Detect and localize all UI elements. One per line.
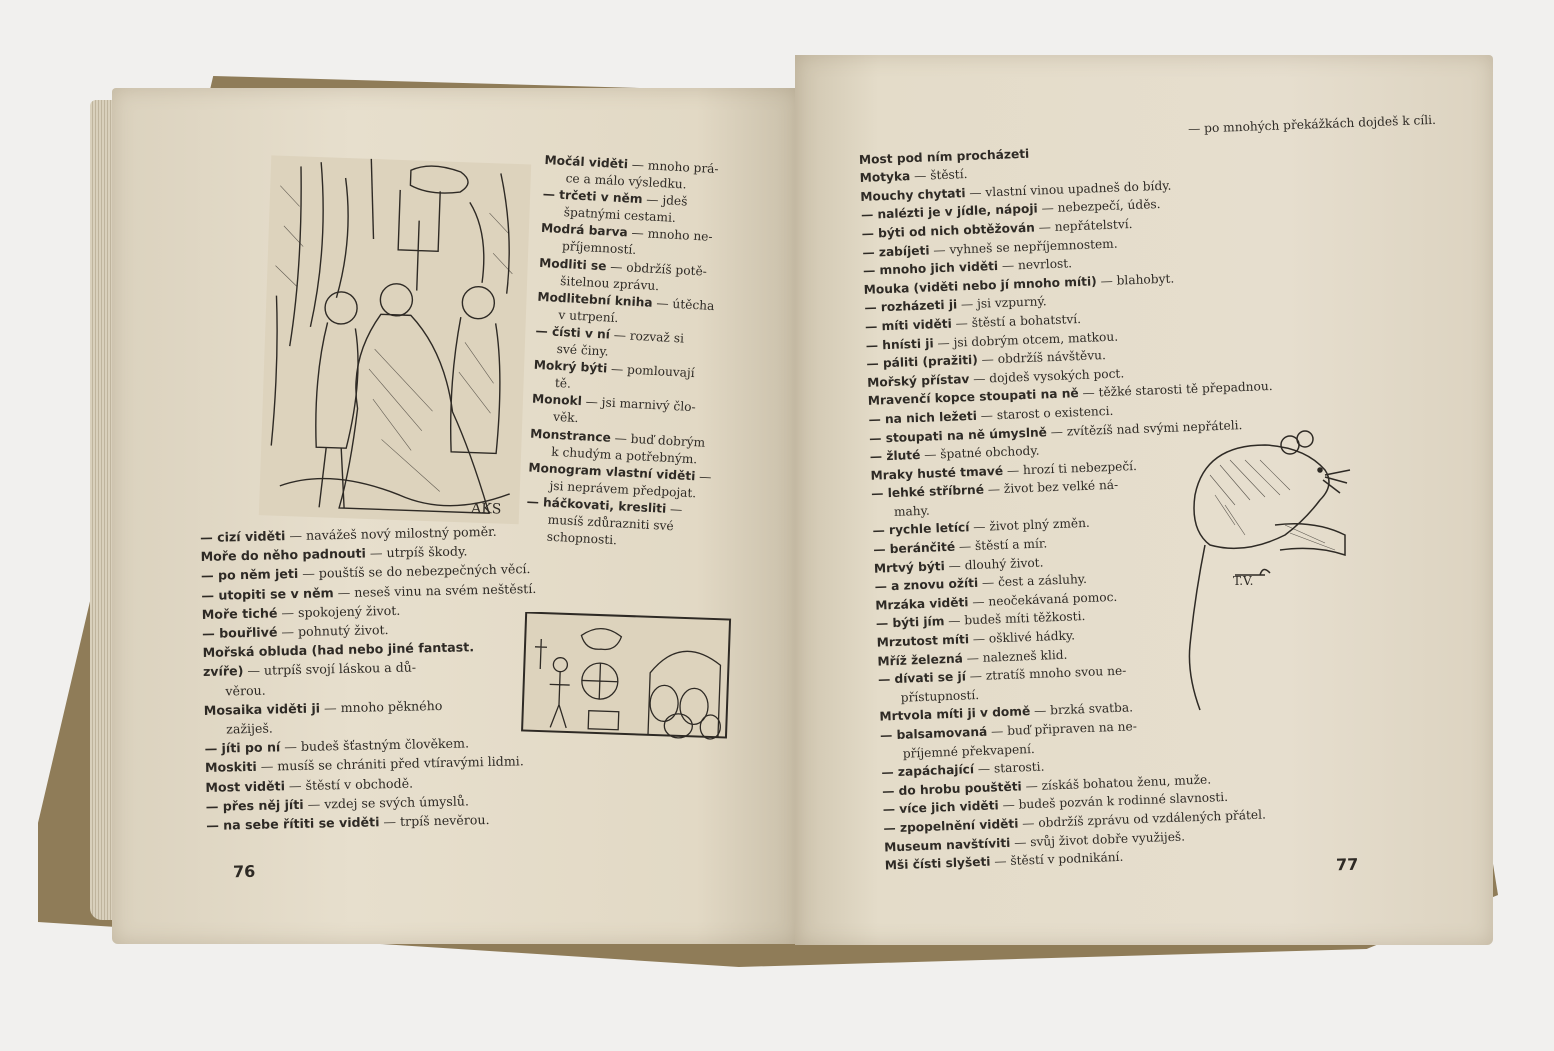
entry-meaning: — čest a zásluhy. [977, 572, 1088, 591]
entry-meaning: věrou. [225, 682, 266, 699]
entry-headword: Mravenčí kopce stoupati na ně [867, 386, 1079, 409]
entry-meaning: jsi neprávem předpojat. [549, 478, 697, 501]
left-top-column [524, 152, 739, 555]
right-illustration-signature: T.V. [1233, 574, 1254, 588]
entry-meaning: mahy. [893, 503, 930, 519]
entry-headword: Mši čísti slyšeti [884, 854, 991, 873]
entry-headword: — přes něj jíti [205, 796, 304, 814]
right-page-entries [858, 112, 1437, 876]
entry-headword: Most viděti [205, 777, 286, 795]
entry-headword: Modlitební kniha [537, 289, 653, 310]
entry-headword: — trčeti v něm [542, 187, 643, 207]
entry-headword: Mrtvola míti ji v domě [879, 704, 1031, 725]
entry-headword: — rychle letící [872, 520, 970, 539]
entry-headword: — lehké stříbrné [871, 482, 985, 502]
entry-headword: — zpopelnění viděti [883, 816, 1019, 836]
entry-meaning: — těžké starosti tě přepadnou. [1078, 379, 1273, 401]
entry-headword: — žluté [869, 448, 921, 464]
entry-meaning: — nepřátelství. [1034, 216, 1133, 235]
entry-meaning: — budeš šťastným člověkem. [280, 735, 470, 755]
entry-meaning: — hrozí ti nebezpečí. [1002, 458, 1138, 478]
entry-meaning: — [694, 469, 712, 484]
entry-headword: — bouřlivé [202, 624, 278, 641]
entry-meaning: špatnými cestami. [563, 205, 677, 226]
entry-meaning: — obdržíš potě- [606, 258, 708, 279]
entry-meaning: — jsi dobrým otcem, matkou. [933, 329, 1119, 350]
entry-meaning: — pomlouvají [606, 361, 696, 381]
entry-headword: Modliti se [538, 255, 607, 273]
entry-meaning: — musíš se chrániti před vtíravými lidmi. [256, 753, 524, 775]
entry-headword: Moře tiché [201, 605, 278, 622]
entry-meaning: — dojdeš vysokých poct. [969, 366, 1125, 386]
entry-headword: — býti jím [875, 614, 945, 632]
entry-meaning: schopnosti. [546, 529, 618, 548]
entry-headword: Mrzutost míti [876, 632, 970, 650]
entry-headword: — cizí viděti [200, 528, 286, 545]
entry-headword: — háčkovati, kresliti [526, 494, 667, 516]
entry-meaning: — obdržíš zprávu od vzdálených přátel. [1018, 807, 1267, 831]
entry-headword: Mokrý býti [533, 357, 608, 376]
entry-meaning: — získáš bohatou ženu, muže. [1021, 772, 1212, 794]
entry-headword: — dívati se jí [877, 669, 967, 687]
entry-headword: — stoupati na ně úmyslně [868, 424, 1048, 446]
entry-meaning: — život plný změn. [969, 516, 1091, 535]
entry-headword: Moskiti [204, 759, 257, 776]
entry-headword: Monstrance [529, 426, 612, 445]
entry-headword: — na nich ležeti [868, 408, 978, 427]
entry-meaning: — nevrlost. [997, 256, 1073, 274]
entry-meaning: — vzdej se svých úmyslů. [303, 793, 470, 812]
entry-headword: — rozházeti ji [864, 297, 958, 316]
entry-meaning: — brzká svatba. [1029, 700, 1134, 719]
entry-meaning: — obdržíš návštěvu. [977, 348, 1107, 367]
entry-meaning: — štěstí. [910, 167, 968, 184]
entry-meaning: — útěcha [652, 295, 715, 313]
entry-meaning: — starosti. [973, 759, 1045, 777]
entry-meaning: — svůj život dobře využiješ. [1010, 829, 1186, 850]
church-scene-illustration [255, 150, 545, 530]
entry-meaning: — vlastní vinou upadneš do bídy. [965, 178, 1172, 200]
entry-meaning: — jsi marnivý člo- [581, 394, 697, 415]
entry-headword: — míti viděti [864, 316, 953, 334]
entry-meaning: příjemností. [561, 239, 637, 258]
entry-headword: — více jich viděti [882, 798, 999, 817]
entry-headword: — balsamovaná [879, 724, 988, 743]
entry-meaning: — nalezneš klid. [962, 647, 1068, 666]
entry-meaning: — mnoho ne- [627, 225, 713, 245]
entry-meaning: — štěstí v podnikání. [990, 849, 1124, 869]
entry-meaning: — starost o existenci. [976, 403, 1114, 423]
entry-meaning: — po mnohých překážkách dojdeš k cíli. [1187, 112, 1437, 136]
entry-headword: Mořský přístav [866, 371, 970, 390]
entry-headword: Monokl [531, 391, 583, 409]
entry-meaning: — pohnutý život. [277, 622, 389, 640]
right-page-number: 77 [1335, 854, 1359, 875]
entry-meaning: — mnoho prá- [627, 157, 719, 177]
entry-headword: — páliti (pražiti) [866, 352, 979, 371]
entry-meaning: — neočekávaná pomoc. [968, 589, 1118, 610]
entry-headword: Mouchy chytati [860, 185, 966, 204]
entry-headword: — utopiti se v něm [201, 584, 334, 603]
entry-meaning: zažiješ. [226, 720, 274, 737]
entry-headword: Močál viděti [544, 152, 629, 172]
entry-headword: — mnoho jich viděti [862, 259, 999, 279]
entry-meaning: — ztratíš mnoho svou ne- [965, 663, 1127, 684]
entry-meaning: musíš zdůrazniti své [547, 512, 675, 534]
entry-meaning: — štěstí v obchodě. [284, 775, 414, 793]
entry-meaning: — život bez velké ná- [983, 477, 1119, 497]
entry-meaning: — jdeš [642, 192, 688, 209]
entry-meaning: — špatné obchody. [920, 443, 1040, 463]
entry-headword: Mrzáka viděti [875, 595, 969, 613]
entry-headword: — beránčité [873, 539, 956, 557]
entry-meaning: k chudým a potřebným. [550, 444, 698, 466]
entry-headword: zvíře) [202, 663, 244, 680]
entry-headword: Mříž železná [877, 651, 964, 669]
entry-meaning: — rozvaž si [609, 327, 685, 346]
entry-headword: — zapáchající [881, 762, 975, 780]
entry-headword: Mouka (viděti nebo jí mnoho míti) [863, 274, 1097, 297]
entry-meaning: — navážeš nový milostný poměr. [285, 523, 497, 544]
left-illustration-signature: AKS [470, 500, 502, 518]
entry-headword: Most pod ním procházeti [858, 146, 1030, 167]
entry-meaning: — budeš míti těžkosti. [944, 609, 1086, 629]
entry-meaning: šitelnou zprávu. [559, 273, 660, 293]
entry-meaning: — neseš vinu na svém neštěstí. [333, 580, 537, 600]
entry-headword: Motyka [859, 169, 911, 186]
entry-headword: — zabíjeti [862, 243, 930, 260]
entry-meaning: — pouštíš se do nebezpečných věcí. [298, 561, 531, 582]
entry-meaning: ce a málo výsledku. [565, 171, 687, 192]
entry-meaning: — buď připraven na ne- [986, 719, 1138, 739]
entry-headword: — jíti po ní [204, 739, 281, 757]
entry-headword: Monogram vlastní viděti [528, 460, 696, 483]
entry-headword: — býti od nich obtěžován [861, 220, 1036, 241]
entry-headword: Moře do něho padnouti [200, 545, 367, 565]
entry-headword: — do hrobu pouštěti [881, 779, 1022, 799]
entry-meaning: — štěstí a mír. [954, 536, 1048, 554]
entry-headword: — hnísti ji [865, 335, 934, 353]
entry-headword: — na sebe řítiti se viděti [206, 814, 380, 833]
entry-headword: — a znovu ožíti [874, 576, 979, 594]
entry-headword: Museum navštíviti [883, 835, 1011, 855]
entry-headword: Mořská obluda (had nebo jiné fantast. [202, 639, 475, 661]
entry-meaning: — blahobyt. [1096, 271, 1175, 289]
entry-meaning: tě. [554, 376, 572, 391]
entry-meaning: — zvítězíš nad svými nepřáteli. [1046, 417, 1243, 439]
entry-headword: Mraky husté tmavé [870, 463, 1004, 483]
entry-meaning: příjemné překvapení. [902, 741, 1035, 761]
entry-meaning: — ošklivé hádky. [968, 628, 1076, 647]
entry-meaning: přístupností. [900, 687, 980, 705]
entry-meaning: — utrpíš svojí láskou a dů- [243, 659, 417, 679]
entry-meaning: — buď dobrým [610, 430, 706, 450]
entry-headword: — čísti v ní [535, 323, 611, 342]
entry-meaning: — [665, 501, 683, 517]
entry-meaning: věk. [552, 410, 579, 426]
entry-meaning: — dlouhý život. [944, 555, 1044, 573]
entry-meaning: — nebezpečí, úděs. [1037, 197, 1161, 216]
entry-meaning: v utrpení. [558, 307, 619, 325]
entry-meaning: — budeš pozván k rodinné slavnosti. [998, 790, 1229, 813]
entry-meaning: — trpíš nevěrou. [379, 812, 490, 830]
entry-meaning: — vyhneš se nepříjemnostem. [929, 236, 1118, 258]
left-page-entries [200, 516, 766, 835]
entry-meaning: — utrpíš škody. [365, 543, 468, 561]
entry-meaning: — jsi vzpurný. [956, 294, 1047, 312]
entry-headword: Modrá barva [540, 221, 629, 240]
entry-meaning: — mnoho pěkného [319, 697, 443, 716]
entry-headword: Mosaika viděti ji [203, 700, 321, 718]
entry-headword: — nalézti je v jídle, nápoji [860, 201, 1038, 223]
entry-headword: Mrtvý býti [873, 558, 945, 576]
entry-meaning: své činy. [556, 341, 609, 359]
entry-meaning: — spokojený život. [277, 602, 401, 621]
entry-headword: — po něm jeti [200, 566, 299, 584]
entry-meaning: — štěstí a bohatství. [951, 311, 1082, 331]
left-page-number: 76 [232, 861, 256, 882]
